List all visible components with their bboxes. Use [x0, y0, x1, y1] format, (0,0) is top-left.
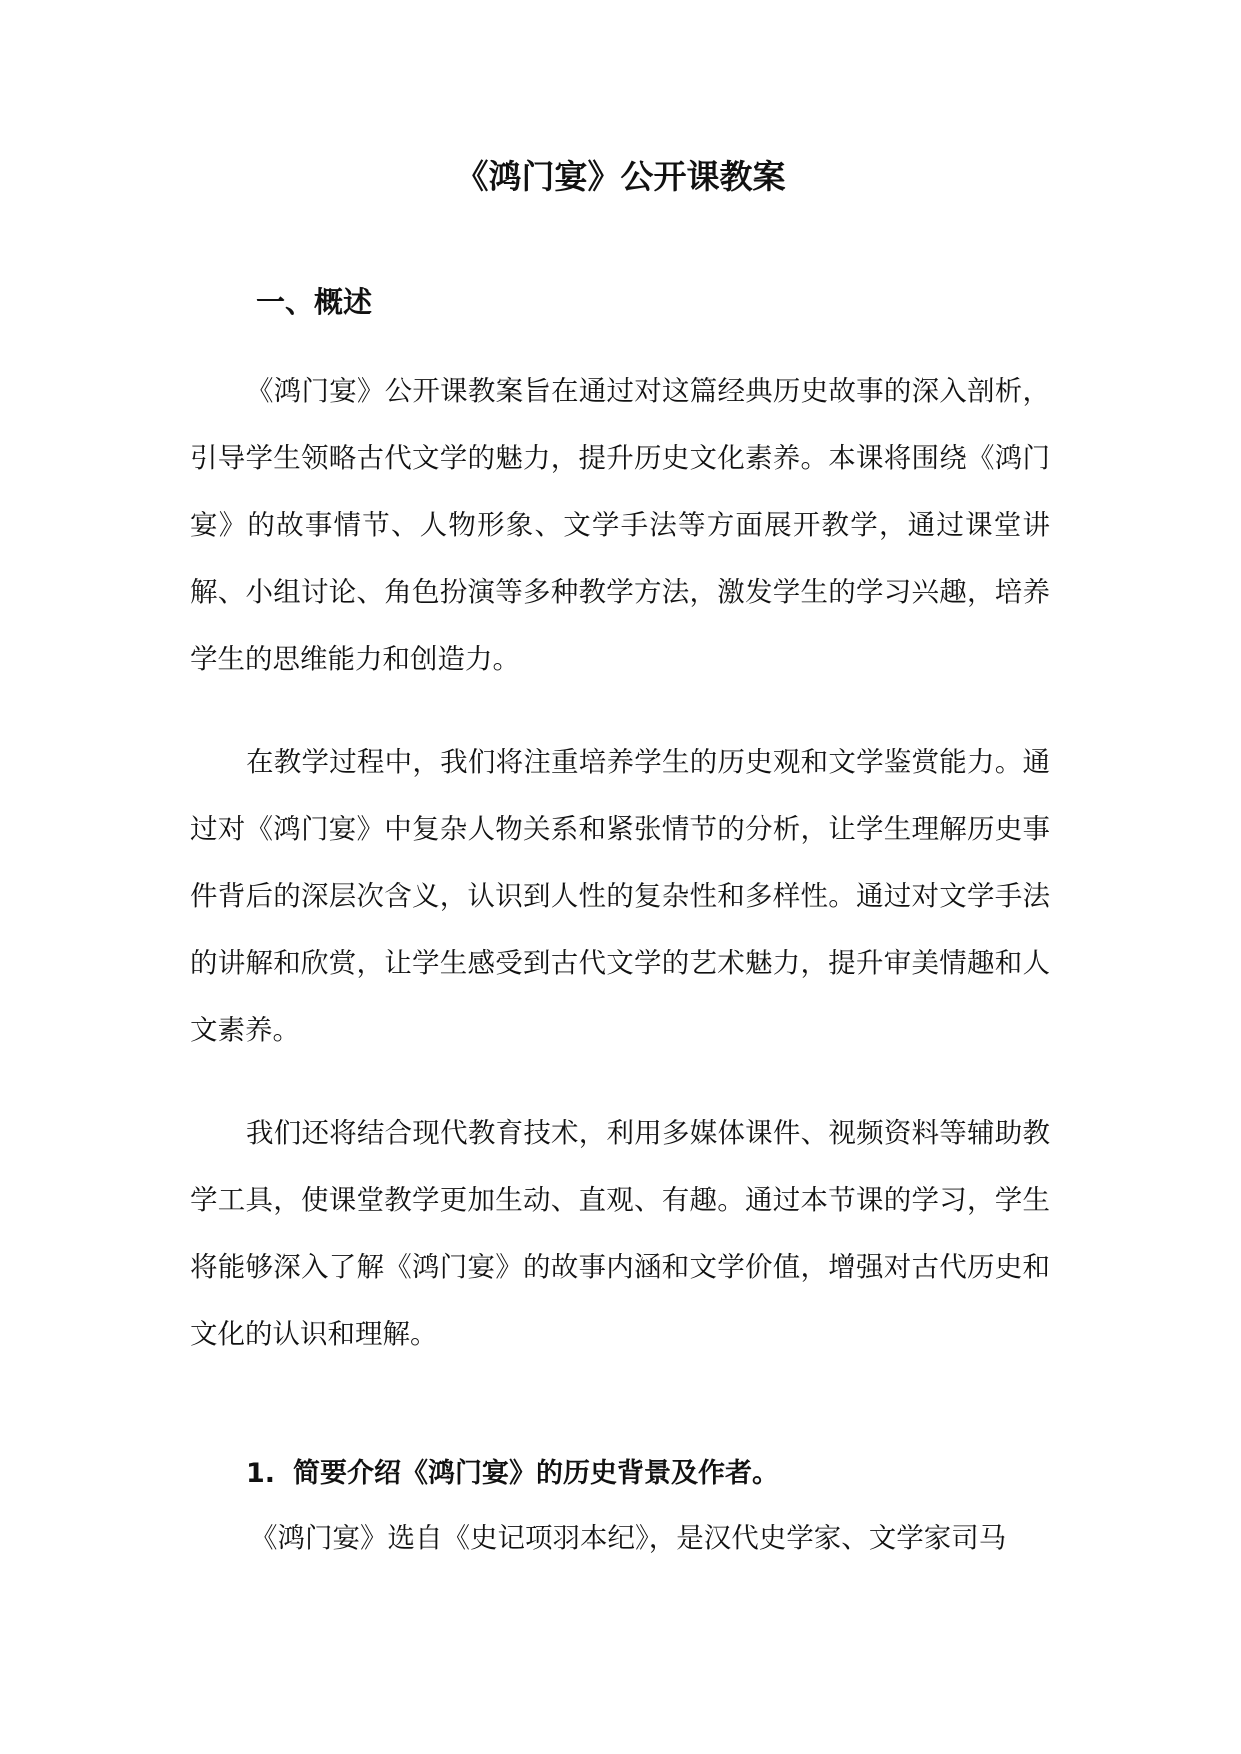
background-paragraph: 《鸿门宴》选自《史记项羽本纪》，是汉代史学家、文学家司马	[250, 1522, 1007, 1554]
subsection-heading-text: 简要介绍《鸿门宴》的历史背景及作者。	[293, 1458, 780, 1489]
overview-paragraph-2: 在教学过程中，我们将注重培养学生的历史观和文学鉴赏能力。通过对《鸿门宴》中复杂人物关系和紧张情节的分析，让学生理解历史事件背后的深层次含义，认识到人性的复杂性和多样性。通过对文学手法的讲解和欣赏，让学生感受到古代文学的艺术魅力，提升审美情趣和人文素养。	[190, 746, 1050, 1046]
document-title: 《鸿门宴》公开课教案	[455, 157, 786, 196]
subsection-number: 1.	[246, 1458, 276, 1489]
section-heading-overview: 一、概述	[256, 285, 373, 319]
overview-paragraph-3: 我们还将结合现代教育技术，利用多媒体课件、视频资料等辅助教学工具，使课堂教学更加生动、直观、有趣。通过本节课的学习，学生将能够深入了解《鸿门宴》的故事内涵和文学价值，增强对古代历史和文化的认识和理解。	[190, 1117, 1050, 1350]
overview-paragraph-1: 《鸿门宴》公开课教案旨在通过对这篇经典历史故事的深入剖析，引导学生领略古代文学的魅力，提升历史文化素养。本课将围绕《鸿门宴》的故事情节、人物形象、文学手法等方面展开教学，通过课堂讲解、小组讨论、角色扮演等多种教学方法，激发学生的学习兴趣，培养学生的思维能力和创造力。	[190, 375, 1050, 675]
subsection-heading-background	[246, 1452, 779, 1496]
